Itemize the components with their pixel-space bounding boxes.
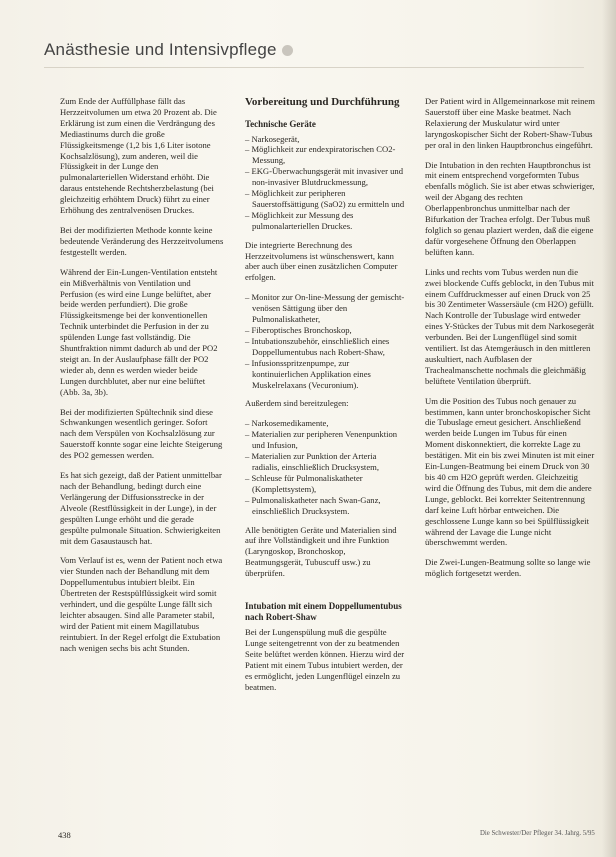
- list-item: – Infusionsspritzenpumpe, zur kontinuierlichen Applikation eines Muskelrelaxans (Vecuronium).: [245, 357, 371, 390]
- list-item: – Materialien zur peripheren Venenpunktion und Infusion,: [245, 429, 398, 451]
- column-middle: [245, 96, 405, 701]
- equipment-list: [245, 134, 405, 232]
- column-right: [425, 96, 595, 588]
- column-left: [60, 96, 224, 663]
- paragraph: Während der Ein-Lungen-Ventilation entsteht ein Mißverhältnis von Ventilation und Perfusion (es wird eine Lunge belüftet, aber beide werden perfundiert). Die große Flüssigkeitsmenge bei der konventionellen Technik unterbindet die Perfusion in der zu spülenden Lunge fast vollständig. Die Shuntfraktion nimmt dadurch ab und der PO2 steigt an. In der Auslaufphase fällt der PO2 wieder ab, denn es werden wieder beide Lungen durchblutet, aber nur eine belüftet (Abb. 3a, 3b).: [60, 266, 218, 397]
- list-item: – Möglichkeit zur peripheren Sauerstoffsättigung (SaO2) zu ermitteln und: [245, 188, 405, 209]
- paragraph: Zum Ende der Auffüllphase fällt das Herzzeitvolumen um etwa 20 Prozent ab. Die Erklärung ist zum einen die Verdrängung des Mediastinums durch die große Flüssigkeitsmenge (1,2 bis 1,6 Liter isotone Kochsalzlösung), zum anderen, weil die Flüssigkeit in der Lunge den pulmonalarteriellen Widerstand erhöht. Die daraus entstehende Rechtsherzbelastung (bei gleichzeitig erhöhtem Druck) führt zu einer Erhöhung des zentralvenösen Druckes.: [60, 96, 217, 216]
- equipment-list-2: [245, 292, 405, 390]
- paragraph: Alle benötigten Geräte und Materialien sind auf ihre Vollständigkeit und ihre Funktion (Laryngoskop, Bronchoskop, Beatmungsgerät, Tubuscuff usw.) zu überprüfen.: [245, 524, 397, 579]
- materials-list: [245, 418, 405, 516]
- footer-journal-note: Die Schwester/Der Pfleger 34. Jahrg. 5/95: [480, 830, 595, 837]
- title-text: Anästhesie und Intensivpflege: [44, 40, 277, 59]
- header-rule: [44, 67, 584, 68]
- list-item: – Möglichkeit zur endexpiratorischen CO2-Messung,: [245, 144, 396, 166]
- page-edge-shadow: [602, 0, 616, 857]
- paragraph: Außerdem sind bereitzulegen:: [245, 398, 349, 409]
- paragraph: Links und rechts vom Tubus werden nun die zwei blockende Cuffs geblockt, in den Tubus mit einem Cuffdruckmesser auf einen Druck von 25 bis 30 Zentimeter Wassersäule (cm H2O) gefüllt. Nach Kontrolle der Tubuslage wird entweder eines Y-Stückes der Tubus mit dem Narkosegerät verbunden. Bei der Lungenflügel sind somit ventiliert. Ist das Atemgeräusch in den mittleren auskultiert, nach Aufblasen der Trachealmanschette nochmals die gleichmäßig belüftete Ventilation überprüft.: [425, 266, 595, 386]
- subsection-heading: Technische Geräte: [245, 118, 316, 129]
- list-item: – Materialien zur Punktion der Arteria radialis, einschließlich Drucksystem,: [245, 451, 379, 472]
- paragraph: Bei der modifizierten Methode konnte keine bedeutende Veränderung des Herzzeitvolumens festgestellt werden.: [60, 224, 224, 257]
- list-item: – Schleuse für Pulmonaliskatheter (Komplettsystem),: [245, 472, 363, 494]
- paragraph: Es hat sich gezeigt, daß der Patient unmittelbar nach der Behandlung, bedingt durch eine Verlängerung der Diffusionsstrecke in der Alveole (Restflüssigkeit in der Lunge), in der gespülten Lunge erhöht und die gerade gespülte pulmonale Situation. Schwierigkeiten mit dem Gasaustausch hat.: [60, 470, 222, 546]
- list-item: – Fiberoptisches Bronchoskop,: [245, 325, 352, 335]
- subsection-heading: Intubation mit einem Doppellumentubus nach Robert-Shaw: [245, 601, 402, 623]
- paragraph: Bei der Lungenspülung muß die gespülte Lunge seitengetrennt von der zu beatmenden Seite belüftet werden können. Hierzu wird der Patient mit einem Tubus intubiert werden, der es ermöglicht, jeden Lungenflügel einzeln zu beatmen.: [245, 627, 405, 692]
- page-title: [44, 40, 293, 60]
- section-heading: Vorbereitung und Durchführung: [245, 96, 400, 108]
- list-item: – EKG-Überwachungsgerät mit invasiver und non-invasiver Blutdruckmessung,: [245, 166, 403, 188]
- paragraph: Um die Position des Tubus noch genauer zu bestimmen, kann unter bronchoskopischer Sicht die Tubuslage erneut gesichert. Anschließend werden beide Lungen im Tubus für einen Moment diskonnektiert, die korrekte Lage zu bestätigen. Mit ein bis zwei Minuten ist mit einer Ein-Lungen-Beatmung bei einem Druck von 30 bis 40 cm H2O geprüft werden. Gleichzeitig wird die Öffnung des Tubus, mit dem die andere Lunge, geblockt. Bei korrekter Seitentrennung darf keine Luft hörbar entweichen. Die geschlossene Lunge kann so bei Spülflüssigkeit während der Lavage die Lunge nicht überschwemmt werden.: [425, 395, 595, 548]
- paragraph: Die Zwei-Lungen-Beatmung sollte so lange wie möglich fortgesetzt werden.: [425, 557, 591, 579]
- list-item: – Narkosemedikamente,: [245, 418, 329, 429]
- paragraph: Die integrierte Berechnung des Herzzeitvolumens ist wünschenswert, kann aber auch über einen zusätzlichen Computer erfolgen.: [245, 239, 398, 283]
- list-item: – Pulmonaliskatheter nach Swan-Ganz, einschließlich Drucksystem.: [245, 494, 381, 516]
- list-item: – Möglichkeit zur Messung des pulmonalarteriellen Druckes.: [245, 209, 354, 231]
- list-item: – Intubationszubehör, einschließlich eines Doppellumentubus nach Robert-Shaw,: [245, 335, 390, 357]
- paragraph: Bei der modifizierten Spültechnik sind diese Schwankungen wesentlich geringer. Sofort nach dem Verspülen von Kochsalzlösung zur Sauerstoff konnte sogar eine leichte Steigerung des PO2 gemessen werden.: [60, 406, 223, 461]
- list-item: – Monitor zur On-line-Messung der gemischt-venösen Sättigung über den Pulmonaliskatheter,: [245, 292, 405, 325]
- list-item: – Narkosegerät,: [245, 133, 300, 144]
- title-bullet-icon: [282, 45, 293, 56]
- paragraph: Der Patient wird in Allgemeinnarkose mit reinem Sauerstoff über eine Maske beatmet. Nach Relaxierung der Muskulatur wird unter laryngoskopischer Sicht der Robert-Shaw-Tubus per oral in den linken Hauptbronchus eingeführt.: [425, 96, 595, 150]
- paragraph: Vom Verlauf ist es, wenn der Patient noch etwa vier Stunden nach der Behandlung mit dem Doppellumentubus intubiert bleibt. Ein Übertreten der Restspülflüssigkeit wird somit verhindert, und die gespülte Lunge fällt sich leichter absaugen. Sind alle Parameter stabil, wird der Patient mit einem Magillatubus reintubiert. In der Regel erfolgt die Extubation nach wenigen sechs bis acht Stunden.: [60, 555, 223, 653]
- page-number: 438: [58, 830, 71, 840]
- paragraph: Die Intubation in den rechten Hauptbronchus ist mit einem entsprechend vorgeformten Tubus ebenfalls möglich. Sie ist aber etwas schwieriger, weil der Abgang des rechten Oberlappenbronchus unmittelbar nach der Bifurkation der Trachea erfolgt. Der Tubus muß folglich so genau plaziert werden, daß die eigene dafür vorgesehene Öffnung den Oberlappen belüften kann.: [425, 159, 595, 257]
